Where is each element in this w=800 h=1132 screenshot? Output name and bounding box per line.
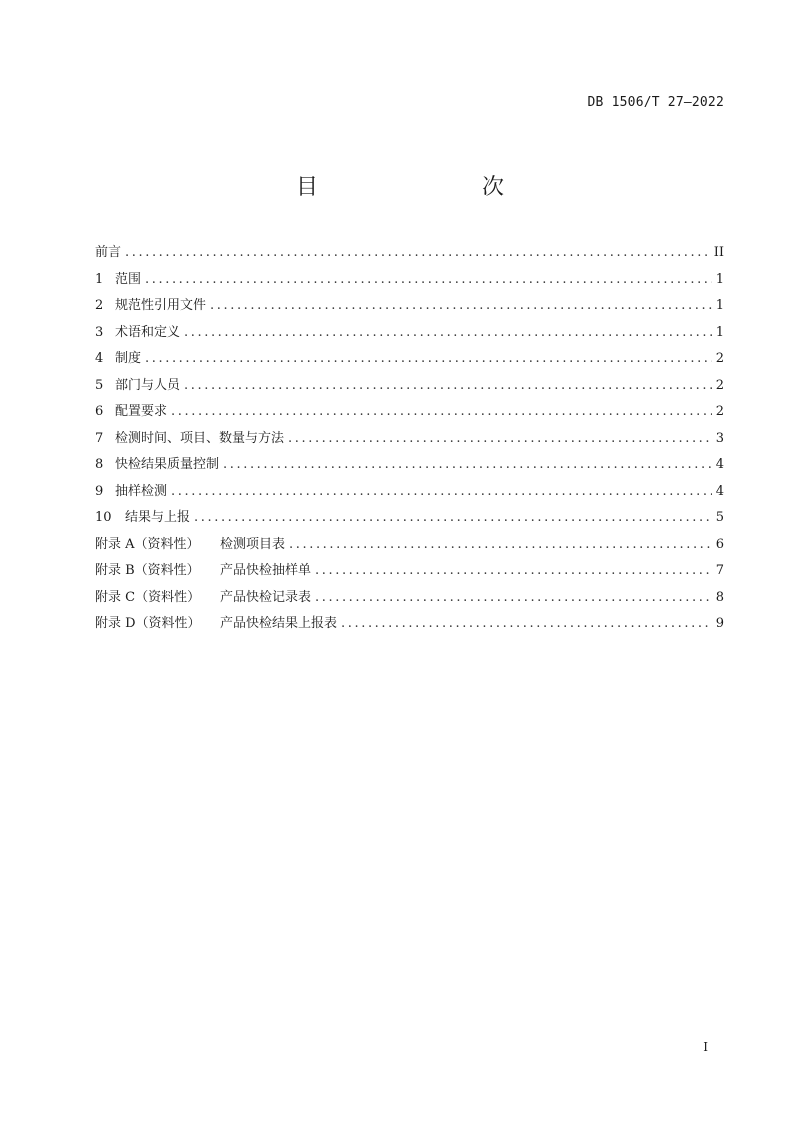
toc-leader-dots (223, 457, 712, 472)
toc-leader-dots (125, 245, 710, 260)
toc-entry-page: 1 (715, 324, 724, 340)
toc-entry-label: 范围 (115, 271, 142, 287)
toc-entry-page: 8 (715, 589, 724, 605)
toc-entry-label: 检测时间、项目、数量与方法 (115, 430, 285, 446)
toc-entry-number: 10 (95, 510, 112, 525)
toc-entry-label: 抽样检测 (115, 483, 168, 499)
toc-entry-6[interactable] (95, 400, 724, 427)
toc-entry-5[interactable] (95, 374, 724, 401)
toc-entry-page: 4 (715, 483, 724, 499)
toc-leader-dots (194, 510, 712, 525)
toc-leader-dots (145, 272, 712, 287)
toc-entry-number: 4 (95, 351, 104, 366)
appendix-label: 产品快检抽样单 (220, 563, 312, 578)
toc-entry-page: 2 (715, 377, 724, 393)
toc-leader-dots (315, 590, 712, 605)
toc-appendix-a[interactable] (95, 533, 724, 560)
toc-appendix-c[interactable] (95, 586, 724, 613)
toc-entry-preface[interactable] (95, 241, 724, 268)
toc-entry-page: II (713, 245, 724, 260)
toc-entry-number: 8 (95, 457, 104, 472)
toc-entry-page: 2 (715, 404, 724, 419)
toc-leader-dots (315, 563, 712, 578)
appendix-id: 附录 D（资料性） (95, 616, 201, 631)
toc-leader-dots (210, 298, 712, 313)
page-number: I (703, 1040, 708, 1054)
toc-entry-page: 6 (715, 536, 724, 552)
toc-entry-1[interactable] (95, 268, 724, 295)
toc-leader-dots (184, 325, 712, 340)
appendix-id: 附录 A（资料性） (95, 536, 200, 552)
toc-entry-4[interactable] (95, 347, 724, 374)
toc-entry-3[interactable] (95, 321, 724, 348)
toc-leader-dots (184, 378, 712, 393)
appendix-id: 附录 B（资料性） (95, 563, 200, 578)
page-title: 目 次 (295, 175, 544, 200)
toc-leader-dots (341, 616, 712, 631)
toc-entry-number: 6 (95, 404, 104, 419)
toc-appendix-d[interactable] (95, 612, 724, 639)
toc-entry-number: 5 (95, 377, 104, 393)
toc-entry-page: 3 (715, 430, 724, 446)
toc-appendix-b[interactable] (95, 559, 724, 586)
toc-entry-number: 9 (95, 483, 104, 499)
toc-entry-9[interactable] (95, 480, 724, 507)
table-of-contents (95, 241, 724, 639)
toc-leader-dots (145, 351, 712, 366)
toc-entry-label: 制度 (115, 351, 142, 366)
toc-entry-page: 5 (715, 510, 724, 525)
toc-entry-label: 规范性引用文件 (115, 298, 207, 313)
toc-entry-page: 1 (715, 271, 724, 287)
appendix-label: 检测项目表 (220, 536, 286, 552)
toc-entry-label: 结果与上报 (125, 510, 191, 525)
toc-entry-page: 9 (715, 616, 724, 631)
toc-entry-label: 快检结果质量控制 (115, 457, 220, 472)
toc-entry-page: 1 (715, 298, 724, 313)
toc-entry-label: 部门与人员 (115, 377, 181, 393)
toc-entry-number: 2 (95, 298, 104, 313)
toc-leader-dots (171, 484, 712, 499)
toc-leader-dots (171, 404, 712, 419)
toc-leader-dots (289, 537, 712, 552)
appendix-id: 附录 C（资料性） (95, 589, 201, 605)
toc-entry-number: 3 (95, 324, 104, 340)
toc-entry-7[interactable] (95, 427, 724, 454)
toc-entry-number: 7 (95, 430, 104, 446)
toc-entry-page: 7 (715, 563, 724, 578)
appendix-label: 产品快检结果上报表 (220, 616, 338, 631)
toc-entry-page: 4 (715, 457, 724, 472)
toc-entry-page: 2 (715, 351, 724, 366)
toc-leader-dots (288, 431, 712, 446)
appendix-label: 产品快检记录表 (220, 589, 312, 605)
standard-code: DB 1506/T 27—2022 (587, 95, 724, 110)
toc-entry-label: 配置要求 (115, 404, 168, 419)
toc-entry-number: 1 (95, 271, 104, 287)
toc-entry-label: 术语和定义 (115, 324, 181, 340)
toc-entry-8[interactable] (95, 453, 724, 480)
toc-entry-label: 前言 (95, 245, 122, 260)
toc-entry-2[interactable] (95, 294, 724, 321)
toc-entry-10[interactable] (95, 506, 724, 533)
